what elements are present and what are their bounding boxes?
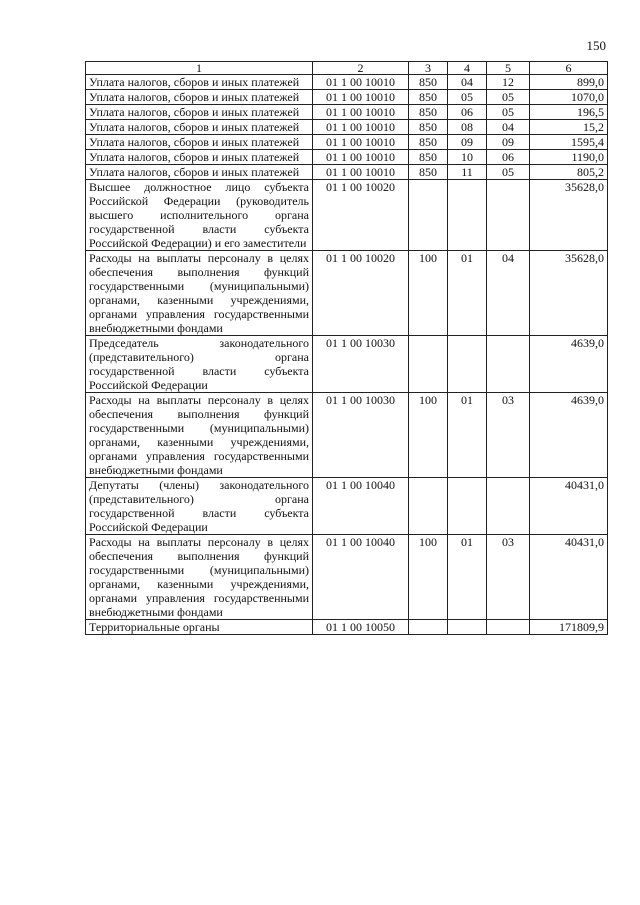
cell-name: Уплата налогов, сборов и иных платежей bbox=[86, 165, 313, 180]
column-header-rz: 4 bbox=[448, 62, 487, 75]
cell-code: 01 1 00 10010 bbox=[313, 165, 409, 180]
cell-code: 01 1 00 10050 bbox=[313, 620, 409, 635]
cell-pr bbox=[487, 180, 530, 251]
cell-code: 01 1 00 10020 bbox=[313, 180, 409, 251]
cell-rz: 11 bbox=[448, 165, 487, 180]
cell-vr bbox=[409, 336, 448, 393]
cell-code: 01 1 00 10010 bbox=[313, 150, 409, 165]
table-row bbox=[86, 150, 608, 165]
table-row bbox=[86, 620, 608, 635]
cell-name: Председатель законодательного (представительного) органа государственной власти субъекта Российской Федерации bbox=[86, 336, 313, 393]
table-row bbox=[86, 120, 608, 135]
cell-rz: 09 bbox=[448, 135, 487, 150]
budget-table bbox=[85, 61, 608, 635]
cell-vr bbox=[409, 478, 448, 535]
cell-sum: 40431,0 bbox=[530, 478, 608, 535]
cell-code: 01 1 00 10020 bbox=[313, 251, 409, 336]
cell-rz: 10 bbox=[448, 150, 487, 165]
cell-rz: 01 bbox=[448, 251, 487, 336]
cell-vr: 850 bbox=[409, 135, 448, 150]
cell-sum: 15,2 bbox=[530, 120, 608, 135]
cell-pr: 05 bbox=[487, 165, 530, 180]
cell-rz: 04 bbox=[448, 75, 487, 90]
cell-pr: 03 bbox=[487, 535, 530, 620]
cell-pr: 05 bbox=[487, 90, 530, 105]
cell-rz bbox=[448, 180, 487, 251]
table-row bbox=[86, 105, 608, 120]
cell-pr: 12 bbox=[487, 75, 530, 90]
cell-pr: 04 bbox=[487, 120, 530, 135]
table-header bbox=[86, 62, 608, 75]
cell-pr: 04 bbox=[487, 251, 530, 336]
cell-code: 01 1 00 10010 bbox=[313, 135, 409, 150]
cell-name: Уплата налогов, сборов и иных платежей bbox=[86, 120, 313, 135]
cell-sum: 171809,9 bbox=[530, 620, 608, 635]
cell-vr: 850 bbox=[409, 120, 448, 135]
cell-sum: 1595,4 bbox=[530, 135, 608, 150]
table-row bbox=[86, 90, 608, 105]
cell-code: 01 1 00 10040 bbox=[313, 478, 409, 535]
page-number: 150 bbox=[586, 38, 606, 53]
table-row bbox=[86, 535, 608, 620]
table-row bbox=[86, 393, 608, 478]
cell-vr: 100 bbox=[409, 251, 448, 336]
cell-pr bbox=[487, 336, 530, 393]
cell-name: Депутаты (члены) законодательного (представительного) органа государственной власти субъекта Российской Федерации bbox=[86, 478, 313, 535]
cell-sum: 35628,0 bbox=[530, 251, 608, 336]
cell-name: Уплата налогов, сборов и иных платежей bbox=[86, 75, 313, 90]
cell-sum: 4639,0 bbox=[530, 336, 608, 393]
cell-sum: 35628,0 bbox=[530, 180, 608, 251]
cell-vr bbox=[409, 180, 448, 251]
cell-name: Расходы на выплаты персоналу в целях обеспечения выполнения функций государственными (муниципальными) органами, казенными учреждениями, органами управления государственными внебюджетными фондами bbox=[86, 535, 313, 620]
cell-sum: 1190,0 bbox=[530, 150, 608, 165]
cell-pr bbox=[487, 478, 530, 535]
cell-name: Уплата налогов, сборов и иных платежей bbox=[86, 90, 313, 105]
table-body bbox=[86, 75, 608, 635]
cell-sum: 899,0 bbox=[530, 75, 608, 90]
cell-code: 01 1 00 10040 bbox=[313, 535, 409, 620]
table-row bbox=[86, 251, 608, 336]
cell-pr: 05 bbox=[487, 105, 530, 120]
cell-rz: 01 bbox=[448, 393, 487, 478]
cell-code: 01 1 00 10010 bbox=[313, 75, 409, 90]
cell-vr bbox=[409, 620, 448, 635]
cell-rz bbox=[448, 478, 487, 535]
cell-vr: 850 bbox=[409, 150, 448, 165]
cell-rz: 05 bbox=[448, 90, 487, 105]
table-row bbox=[86, 135, 608, 150]
cell-name: Территориальные органы bbox=[86, 620, 313, 635]
cell-code: 01 1 00 10030 bbox=[313, 336, 409, 393]
column-header-vr: 3 bbox=[409, 62, 448, 75]
cell-sum: 196,5 bbox=[530, 105, 608, 120]
cell-sum: 40431,0 bbox=[530, 535, 608, 620]
column-header-code: 2 bbox=[313, 62, 409, 75]
cell-rz bbox=[448, 620, 487, 635]
column-header-sum: 6 bbox=[530, 62, 608, 75]
cell-vr: 850 bbox=[409, 105, 448, 120]
cell-pr: 03 bbox=[487, 393, 530, 478]
table-row bbox=[86, 165, 608, 180]
cell-pr: 06 bbox=[487, 150, 530, 165]
column-header-name: 1 bbox=[86, 62, 313, 75]
cell-vr: 100 bbox=[409, 393, 448, 478]
cell-vr: 850 bbox=[409, 90, 448, 105]
cell-sum: 805,2 bbox=[530, 165, 608, 180]
column-header-pr: 5 bbox=[487, 62, 530, 75]
cell-code: 01 1 00 10010 bbox=[313, 90, 409, 105]
cell-name: Уплата налогов, сборов и иных платежей bbox=[86, 150, 313, 165]
cell-name: Высшее должностное лицо субъекта Российской Федерации (руководитель высшего исполнительного органа государственной власти субъекта Российской Федерации) и его заместители bbox=[86, 180, 313, 251]
table-row bbox=[86, 478, 608, 535]
cell-sum: 1070,0 bbox=[530, 90, 608, 105]
cell-name: Расходы на выплаты персоналу в целях обеспечения выполнения функций государственными (муниципальными) органами, казенными учреждениями, органами управления государственными внебюджетными фондами bbox=[86, 393, 313, 478]
table-row bbox=[86, 336, 608, 393]
cell-vr: 850 bbox=[409, 165, 448, 180]
cell-name: Уплата налогов, сборов и иных платежей bbox=[86, 105, 313, 120]
cell-rz: 08 bbox=[448, 120, 487, 135]
cell-code: 01 1 00 10010 bbox=[313, 120, 409, 135]
cell-rz bbox=[448, 336, 487, 393]
cell-name: Расходы на выплаты персоналу в целях обеспечения выполнения функций государственными (муниципальными) органами, казенными учреждениями, органами управления государственными внебюджетными фондами bbox=[86, 251, 313, 336]
cell-pr bbox=[487, 620, 530, 635]
cell-code: 01 1 00 10030 bbox=[313, 393, 409, 478]
cell-vr: 850 bbox=[409, 75, 448, 90]
cell-pr: 09 bbox=[487, 135, 530, 150]
cell-code: 01 1 00 10010 bbox=[313, 105, 409, 120]
table-row bbox=[86, 75, 608, 90]
cell-rz: 06 bbox=[448, 105, 487, 120]
cell-vr: 100 bbox=[409, 535, 448, 620]
cell-name: Уплата налогов, сборов и иных платежей bbox=[86, 135, 313, 150]
header-row bbox=[86, 62, 608, 75]
cell-sum: 4639,0 bbox=[530, 393, 608, 478]
table-row bbox=[86, 180, 608, 251]
cell-rz: 01 bbox=[448, 535, 487, 620]
